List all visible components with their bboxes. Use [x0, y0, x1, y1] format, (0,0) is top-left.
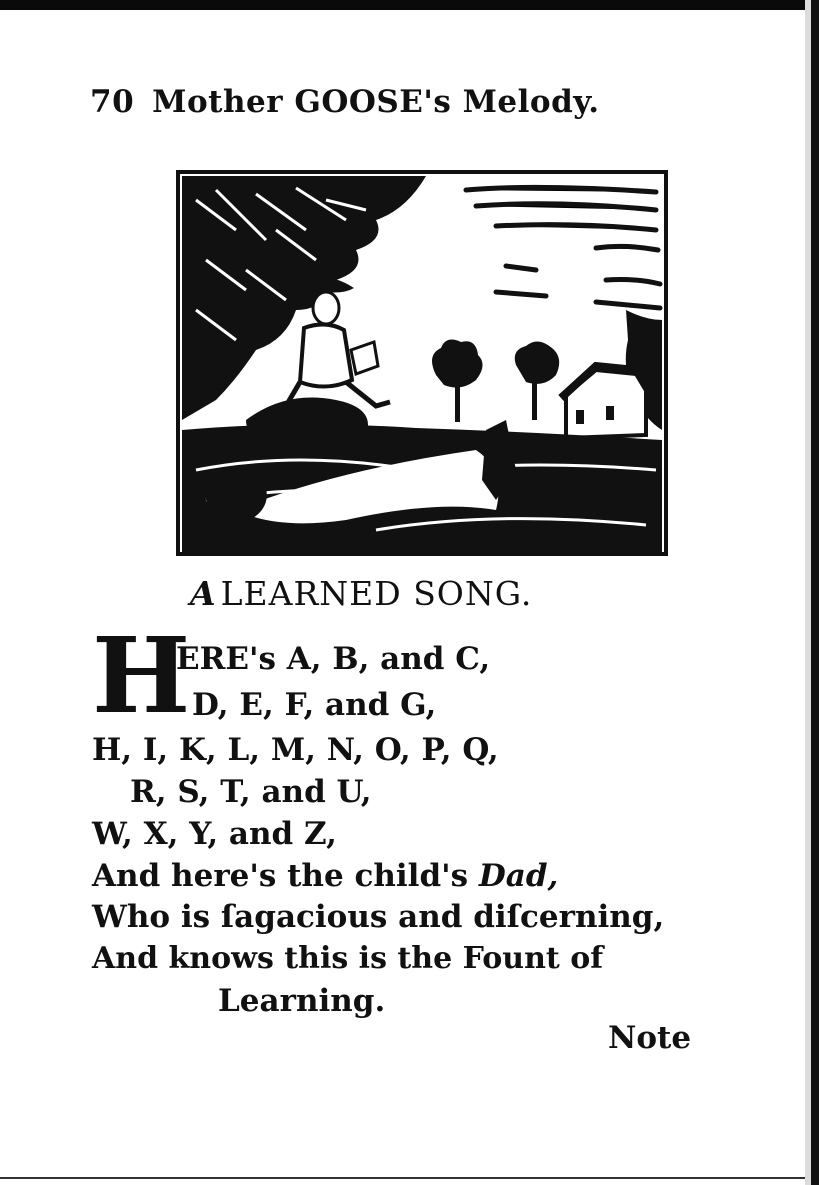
running-title: Mother GOOSE's Melody. [152, 84, 600, 120]
verse-word-dad: Dad, [478, 858, 559, 894]
verse-line-2: D, E, F, and G, [192, 687, 437, 723]
drop-cap: H [92, 614, 191, 737]
verse-line-6 [92, 857, 558, 895]
running-header [90, 84, 730, 128]
catchword: Note [608, 1020, 692, 1056]
verse-line-3: H, I, K, L, M, N, O, P, Q, [92, 732, 499, 768]
song-title-initial: A [190, 574, 217, 613]
verse-line-8: And knows this is the Fount of [92, 941, 604, 976]
verse-line-5: W, X, Y, and Z, [92, 816, 337, 852]
verse-line-6-text: And here's the child's [92, 858, 469, 894]
page-edge-bottom [0, 1177, 805, 1179]
verse-line-9: Learning. [218, 983, 386, 1019]
verse-line-1: ERE's A, B, and C, [176, 641, 491, 677]
page-number: 70 [90, 84, 135, 120]
scan-border-right [805, 0, 819, 1185]
woodcut-illustration-icon [176, 170, 668, 556]
verse-line-7: Who is ſagacious and diſcerning, [92, 899, 665, 935]
song-title-text: LEARNED SONG. [220, 574, 533, 613]
song-title [190, 574, 670, 620]
scan-border-top [0, 0, 819, 10]
verse-line-4: R, S, T, and U, [130, 774, 372, 810]
